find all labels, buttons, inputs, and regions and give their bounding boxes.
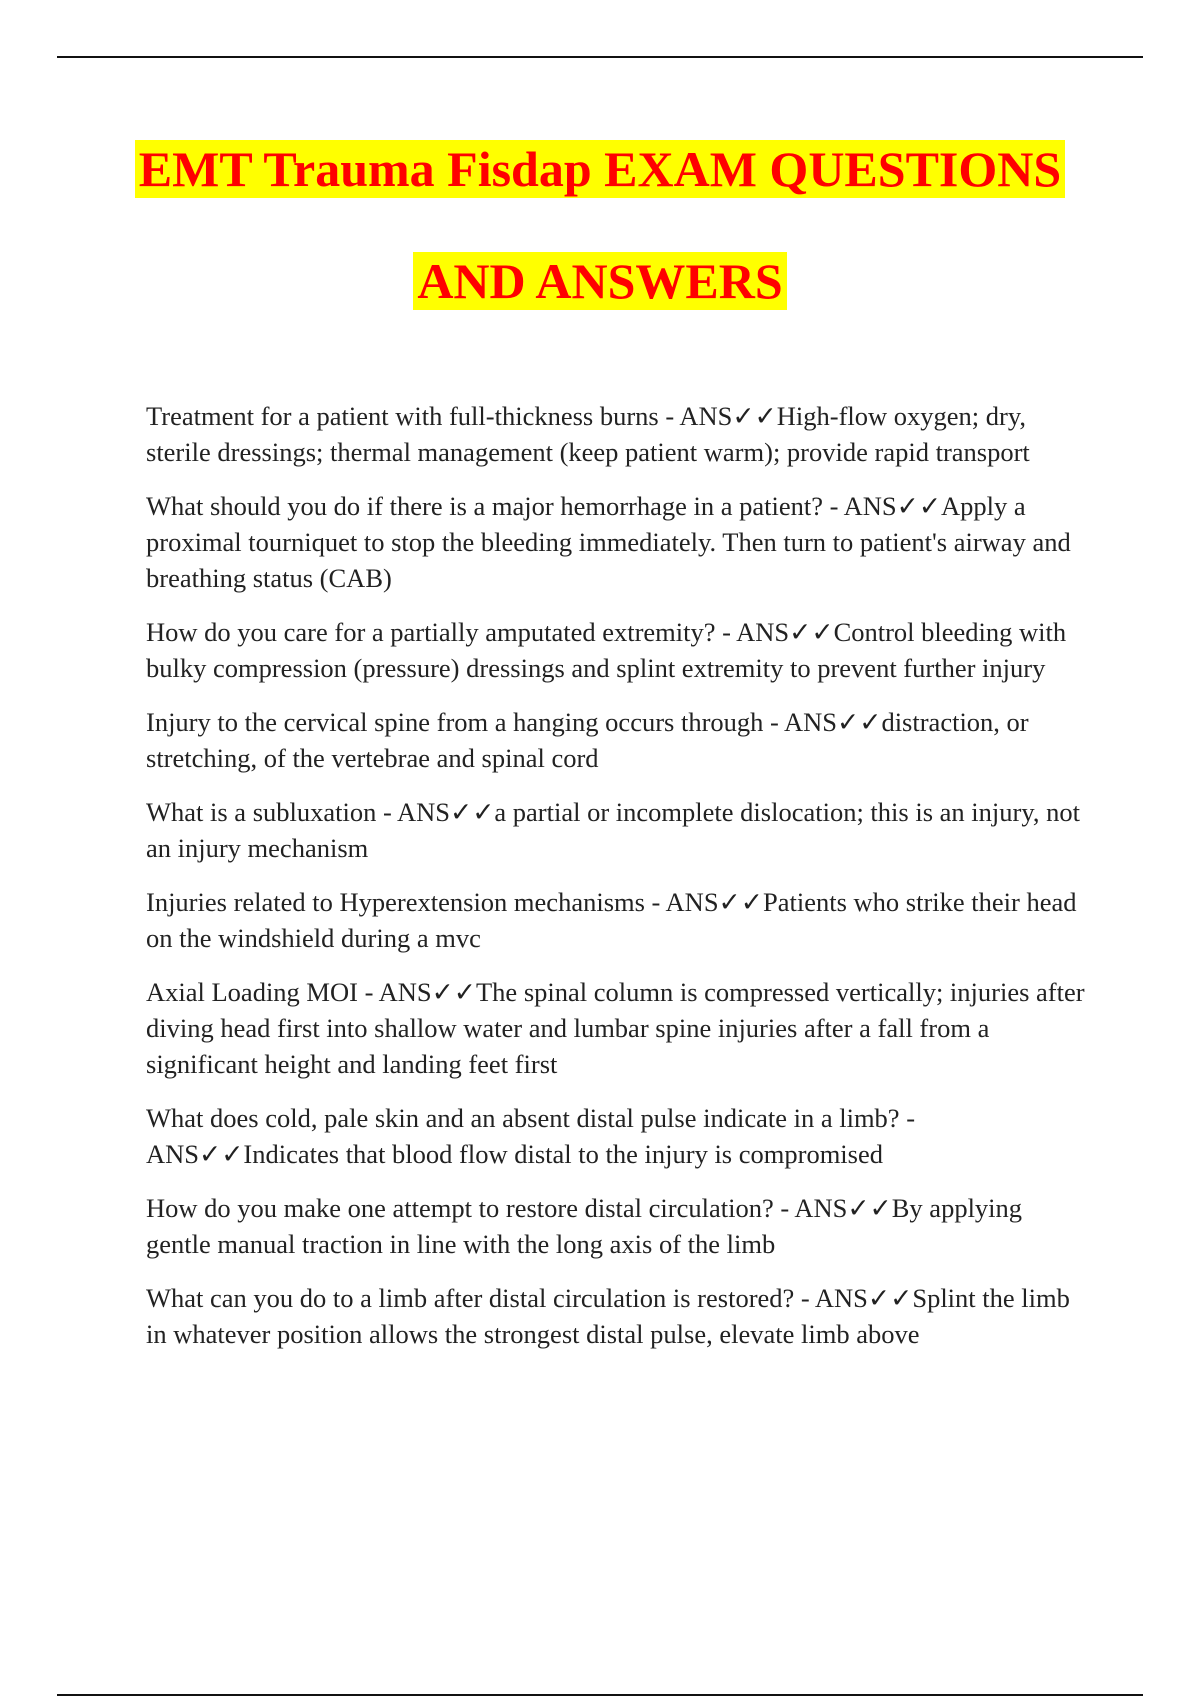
qa-item: What should you do if there is a major hemorrhage in a patient? - ANS✓✓Apply a proximal tourniquet to stop the bleeding immediately. Then turn to patient's airway and breathing status (CAB): [146, 491, 1071, 593]
qa-item: What is a subluxation - ANS✓✓a partial or incomplete dislocation; this is an injury, not an injury mechanism: [146, 797, 1080, 863]
title-line-2: AND ANSWERS: [413, 252, 786, 310]
qa-item: What can you do to a limb after distal circulation is restored? - ANS✓✓Splint the limb in whatever position allows the strongest distal pulse, elevate limb above: [146, 1283, 1070, 1349]
qa-item: Axial Loading MOI - ANS✓✓The spinal column is compressed vertically; injuries after diving head first into shallow water and lumbar spine injuries after a fall from a significant height and landing feet first: [146, 977, 1085, 1079]
qa-item: Injuries related to Hyperextension mechanisms - ANS✓✓Patients who strike their head on the windshield during a mvc: [146, 887, 1077, 953]
title-line-1: EMT Trauma Fisdap EXAM QUESTIONS: [135, 140, 1065, 198]
bottom-divider: [57, 1694, 1143, 1696]
qa-item: What does cold, pale skin and an absent distal pulse indicate in a limb? - ANS✓✓Indicates that blood flow distal to the injury is compromised: [146, 1103, 916, 1169]
qa-item: Injury to the cervical spine from a hanging occurs through - ANS✓✓distraction, or stretching, of the vertebrae and spinal cord: [146, 707, 1029, 773]
document-title: [0, 140, 1200, 310]
qa-item: Treatment for a patient with full-thickness burns - ANS✓✓High-flow oxygen; dry, sterile dressings; thermal management (keep patient warm); provide rapid transport: [146, 401, 1030, 467]
qa-item: How do you care for a partially amputated extremity? - ANS✓✓Control bleeding with bulky compression (pressure) dressings and splint extremity to prevent further injury: [146, 617, 1067, 683]
qa-list: [146, 398, 1091, 1370]
qa-item: How do you make one attempt to restore distal circulation? - ANS✓✓By applying gentle manual traction in line with the long axis of the limb: [146, 1193, 1023, 1259]
top-divider: [57, 56, 1143, 58]
